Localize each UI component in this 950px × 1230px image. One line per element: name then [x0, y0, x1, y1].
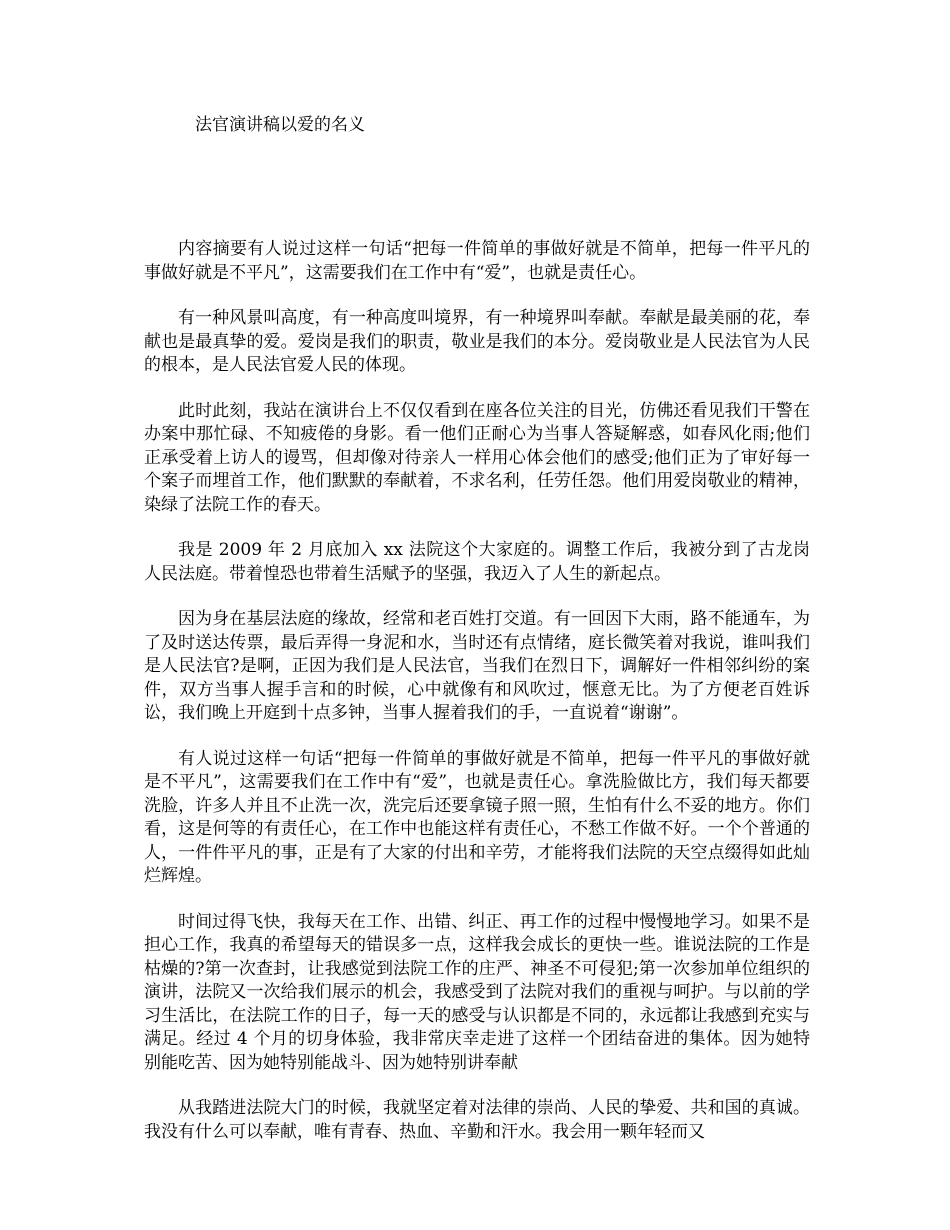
- paragraph-responsibility: 有人说过这样一句话“把每一件简单的事做好就是不简单，把每一件平凡的事做好就是不平凡”，这需要我们在工作中有“爱”，也就是责任心。拿洗脸做比方，我们每天都要洗脸，许多人并且不止洗一次，洗完后还要拿镜子照一照，生怕有什么不妥的地方。你们看，这是何等的有责任心，在工作中也能这样有责任心，不愁工作做不好。一个个普通的人，一件件平凡的事，正是有了大家的付出和辛劳，才能将我们法院的天空点缀得如此灿烂辉煌。: [144, 748, 810, 886]
- paragraph-grassroots: 因为身在基层法庭的缘故，经常和老百姓打交道。有一回因下大雨，路不能通车，为了及时送达传票，最后弄得一身泥和水，当时还有点情绪，庭长微笑着对我说，谁叫我们是人民法官?是啊，正因为我们是人民法官，当我们在烈日下，调解好一件相邻纠纷的案件，双方当事人握手言和的时候，心中就像有和风吹过，惬意无比。为了方便老百姓诉讼，我们晚上开庭到十点多钟，当事人握着我们的手，一直说着“谢谢”。: [144, 609, 810, 723]
- paragraph-commitment: 从我踏进法院大门的时候，我就坚定着对法律的崇尚、人民的挚爱、共和国的真诚。我没有什么可以奉献，唯有青春、热血、辛勤和汗水。我会用一颗年轻而又: [144, 1098, 810, 1142]
- paragraph-growth: 时间过得飞快，我每天在工作、出错、纠正、再工作的过程中慢慢地学习。如果不是担心工作，我真的希望每天的错误多一点，这样我会成长的更快一些。谁说法院的工作是枯燥的?第一次查封，让我感觉到法院工作的庄严、神圣不可侵犯;第一次参加单位组织的演讲，法院又一次给我们展示的机会，我感受到了法院对我们的重视与呵护。与以前的学习生活比，在法院工作的日子，每一天的感受与认识都是不同的，永远都让我感到充实与满足。经过 4 个月的切身体验，我非常庆幸走进了这样一个团结奋进的集体。因为她特别能吃苦、因为她特别能战斗、因为她特别讲奉献: [144, 911, 810, 1073]
- paragraph-summary: 内容摘要有人说过这样一句话“把每一件简单的事做好就是不简单，把每一件平凡的事做好就是不平凡”，这需要我们在工作中有“爱”，也就是责任心。: [144, 239, 810, 283]
- paragraph-dedication: 有一种风景叫高度，有一种高度叫境界，有一种境界叫奉献。奉献是最美丽的花，奉献也是最真挚的爱。爱岗是我们的职责，敬业是我们的本分。爱岗敬业是人民法官为人民的根本，是人民法官爱人民的体现。: [144, 308, 810, 375]
- paragraph-joining: 我是 2009 年 2 月底加入 xx 法院这个大家庭的。调整工作后，我被分到了古龙岗人民法庭。带着惶恐也带着生活赋予的坚强，我迈入了人生的新起点。: [144, 540, 810, 584]
- paragraph-colleagues: 此时此刻，我站在演讲台上不仅仅看到在座各位关注的目光，仿佛还看见我们干警在办案中那忙碌、不知疲倦的身影。看一他们正耐心为当事人答疑解惑，如春风化雨;他们正承受着上访人的谩骂，但却像对待亲人一样用心体会他们的感受;他们正为了审好每一个案子而埋首工作，他们默默的奉献着，不求名利，任劳任怨。他们用爱岗敬业的精神，染绿了法院工作的春天。: [144, 400, 810, 515]
- document-body: [144, 238, 810, 1166]
- document-title: 法官演讲稿以爱的名义: [195, 115, 365, 135]
